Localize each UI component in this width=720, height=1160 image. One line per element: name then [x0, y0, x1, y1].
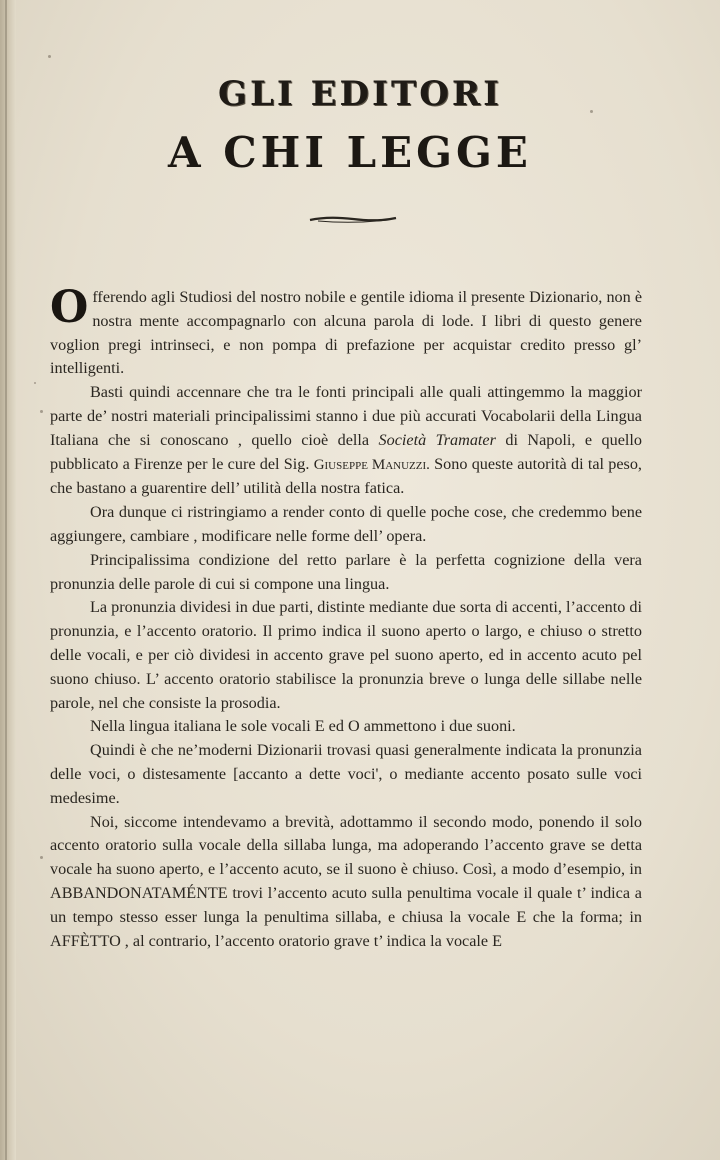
paragraph-2-text-b: di Napoli, e quello pubblicato a Firenze per le cure del Sig. [50, 430, 642, 473]
paragraph-6: Nella lingua italiana le sole vocali E ed O ammettono i due suoni. [90, 717, 516, 736]
paragraph-2 [50, 381, 642, 501]
drop-cap-letter: O [50, 282, 89, 333]
paragraph-7: Quindi è che ne’moderni Dizionarii trovasi quasi generalmente indicata la pronunzia delle voci, o distesamente [accanto a dette voci', o mediante accento posato sulle voci medesime. [50, 741, 642, 807]
paper-speck [48, 55, 51, 58]
paper-speck [40, 856, 43, 859]
paragraph-5: La pronunzia dividesi in due parti, distinte mediante due sorta di accenti, l’accento di pronunzia, e l’accento oratorio. Il primo indica il suono aperto o largo, e chiuso o stretto delle vocali, e per ciò dividesi in accento grave pel suono aperto, ed in accento acuto pel suono chiuso. L’ accento oratorio stabilisce la pronunzia breve o lunga delle sillabe nelle parole, nel che consiste la prosodia. [50, 598, 642, 712]
paragraph-2-name: Giuseppe Manuzzi. [313, 456, 430, 473]
paragraph-1-text: fferendo agli Studiosi del nostro nobile e gentile idioma il presente Dizionario, non è nostra mente accompagnarlo con alcuna parola di lode. I libri di questo genere voglion pregi intrinseci, e non pompa di prefazione per acquistar credito presso gl’ intelligenti. [50, 288, 642, 378]
preface-body [50, 282, 642, 953]
paper-speck [40, 410, 43, 413]
paper-speck [34, 382, 36, 384]
heading-to-reader: A CHI LEGGE [168, 128, 532, 177]
paragraph-4: Principalissima condizione del retto parlare è la perfetta cognizione della vera pronunzia delle parole di cui si compone una lingua. [50, 550, 642, 593]
paragraph-1 [50, 282, 642, 381]
ornament-rule [308, 214, 398, 226]
paragraph-2-italic: Società Tramater [378, 430, 496, 449]
paragraph-2-text-a: Basti quindi accennare che tra le fonti principali alle quali attingemmo la maggior parte de’ nostri materiali principalissimi stanno i due più accurati Vocabolarii della Lingua Italiana che si conoscano , quello cioè della [50, 383, 642, 449]
paragraph-3: Ora dunque ci ristringiamo a render conto di quelle poche cose, che credemmo bene aggiungere, cambiare , modificare nelle forme dell’ opera. [50, 503, 642, 545]
paragraph-2-text-c: Sono queste autorità di tal peso, che bastano a guarentire dell’ utilità della nostra fatica. [50, 454, 642, 498]
paragraph-8: Noi, siccome intendevamo a brevità, adottammo il secondo modo, ponendo il solo accento oratorio sulla vocale della sillaba lunga, ma adoperando l’accento grave se detta vocale ha suono aperto, e l’accento acuto, se il suono è chiuso. Così, a modo d’esempio, in ABBANDONATAMÉNTE trovi l’accento acuto sulla penultima vocale il quale t’ indica a un tempo stesso esser lunga la penultima sillaba, e chiusa la vocale E che la forma; in AFFÈTTO , al contrario, l’accento oratorio grave t’ indica la vocale E [50, 812, 642, 950]
heading-editors: GLI EDITORI [217, 74, 503, 114]
paper-speck [590, 110, 593, 113]
